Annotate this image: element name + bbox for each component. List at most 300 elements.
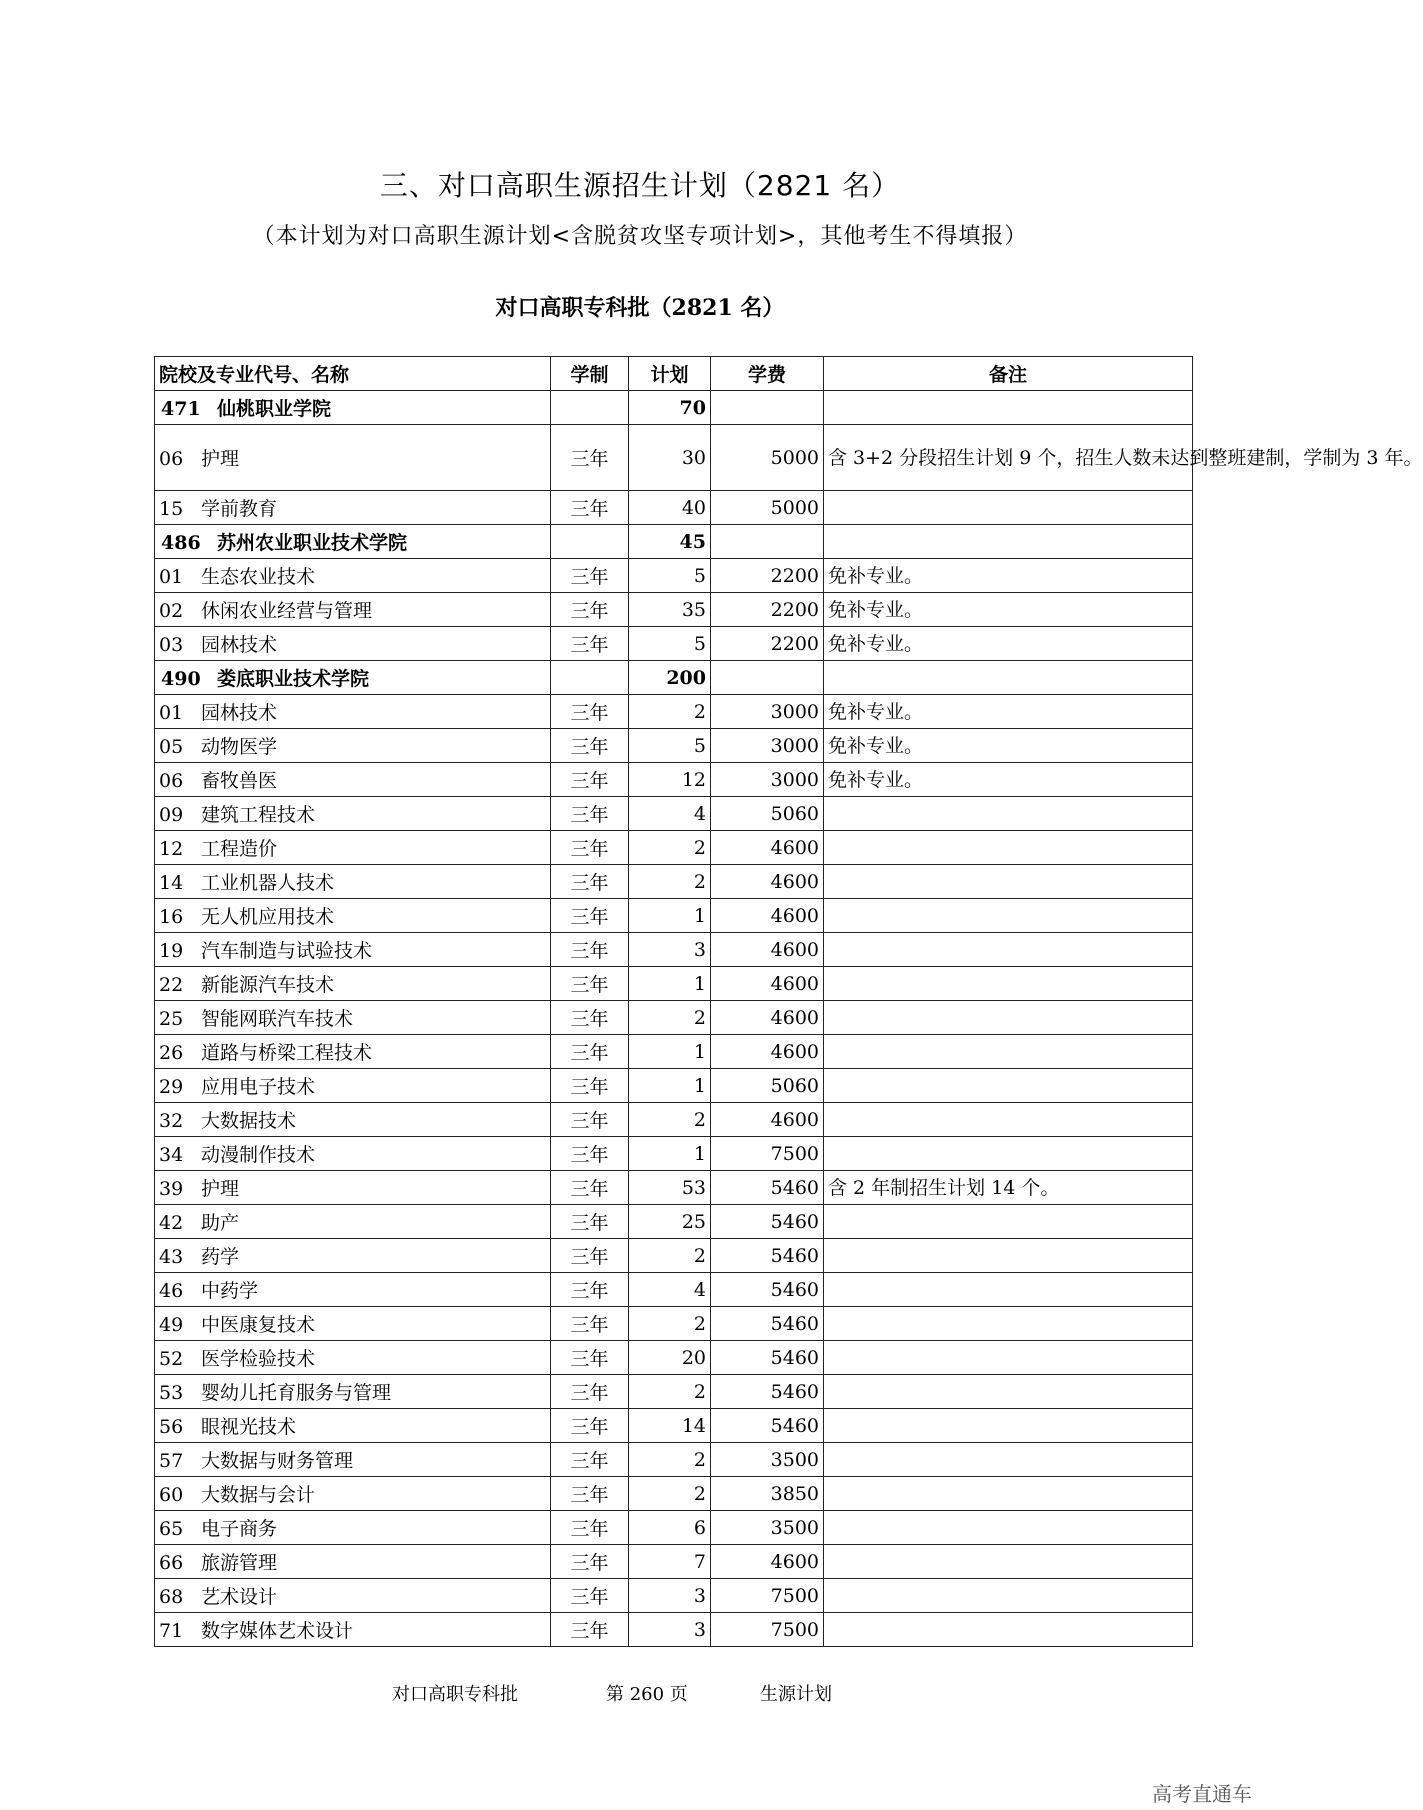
major-note-cell [824, 1239, 1193, 1273]
major-code: 25 [159, 1008, 184, 1030]
major-fee-cell: 7500 [711, 1579, 824, 1613]
major-fee-cell: 5060 [711, 797, 824, 831]
major-row [155, 797, 1193, 831]
major-length-cell: 三年 [551, 797, 629, 831]
major-plan-cell: 4 [629, 1273, 711, 1307]
major-name-cell [155, 559, 551, 593]
school-note-cell [824, 525, 1193, 559]
major-note-cell [824, 1205, 1193, 1239]
major-plan-cell: 3 [629, 1579, 711, 1613]
major-plan-cell: 5 [629, 729, 711, 763]
major-row [155, 1409, 1193, 1443]
major-code: 60 [159, 1484, 184, 1506]
school-row [155, 525, 1193, 559]
major-name-cell [155, 1409, 551, 1443]
major-row [155, 1307, 1193, 1341]
major-fee-cell: 5460 [711, 1205, 824, 1239]
major-fee-cell: 7500 [711, 1613, 824, 1647]
major-plan-cell: 3 [629, 1613, 711, 1647]
major-name: 园林技术 [201, 634, 278, 656]
major-name-cell [155, 797, 551, 831]
major-code: 39 [159, 1178, 184, 1200]
major-fee-cell: 4600 [711, 1545, 824, 1579]
major-length-cell: 三年 [551, 1511, 629, 1545]
major-fee-cell: 5000 [711, 491, 824, 525]
major-fee-cell: 2200 [711, 627, 824, 661]
major-name: 护理 [201, 1178, 240, 1200]
major-note-cell: 免补专业。 [824, 593, 1193, 627]
major-note-cell [824, 1035, 1193, 1069]
major-length-cell: 三年 [551, 1273, 629, 1307]
major-name-cell [155, 627, 551, 661]
major-name-cell [155, 1171, 551, 1205]
major-name-cell [155, 593, 551, 627]
major-fee-cell: 5460 [711, 1341, 824, 1375]
school-note-cell [824, 391, 1193, 425]
major-length-cell: 三年 [551, 1613, 629, 1647]
watermark: 高考直通车 [1152, 1782, 1252, 1806]
major-row [155, 1579, 1193, 1613]
major-plan-cell: 40 [629, 491, 711, 525]
school-length-cell [551, 391, 629, 425]
major-row [155, 1205, 1193, 1239]
major-row [155, 593, 1193, 627]
column-header-note: 备注 [824, 357, 1193, 391]
major-length-cell: 三年 [551, 1375, 629, 1409]
major-length-cell: 三年 [551, 1103, 629, 1137]
major-length-cell: 三年 [551, 1239, 629, 1273]
major-name: 园林技术 [201, 702, 278, 724]
major-fee-cell: 4600 [711, 1001, 824, 1035]
major-name-cell [155, 425, 551, 491]
major-name-cell [155, 729, 551, 763]
major-note-cell [824, 1307, 1193, 1341]
major-name-cell [155, 899, 551, 933]
major-name: 休闲农业经营与管理 [201, 600, 373, 622]
major-fee-cell: 2200 [711, 559, 824, 593]
major-name-cell [155, 1511, 551, 1545]
major-plan-cell: 30 [629, 425, 711, 491]
major-length-cell: 三年 [551, 1171, 629, 1205]
major-row [155, 1375, 1193, 1409]
table-body [155, 391, 1423, 1647]
major-name: 建筑工程技术 [201, 804, 316, 826]
major-name-cell [155, 865, 551, 899]
major-code: 01 [159, 702, 184, 724]
major-plan-cell: 5 [629, 559, 711, 593]
major-name: 大数据与财务管理 [201, 1450, 354, 1472]
major-name: 汽车制造与试验技术 [201, 940, 373, 962]
major-length-cell: 三年 [551, 1545, 629, 1579]
major-length-cell: 三年 [551, 1307, 629, 1341]
school-fee-cell [711, 661, 824, 695]
section-title: 对口高职专科批（2821 名） [495, 295, 785, 321]
major-name: 中医康复技术 [201, 1314, 316, 1336]
major-row [155, 491, 1193, 525]
major-code: 16 [159, 906, 184, 928]
major-code: 06 [159, 448, 184, 470]
school-name: 苏州农业职业技术学院 [217, 532, 408, 554]
major-row [155, 1545, 1193, 1579]
page-subtitle: （本计划为对口高职生源计划<含脱贫攻坚专项计划>，其他考生不得填报） [252, 224, 1028, 249]
major-note-cell: 免补专业。 [824, 763, 1193, 797]
major-length-cell: 三年 [551, 1341, 629, 1375]
major-note-cell [824, 1409, 1193, 1443]
major-length-cell: 三年 [551, 1579, 629, 1613]
major-name-cell [155, 1545, 551, 1579]
enrollment-plan-table [154, 356, 1423, 1647]
major-name-cell [155, 1103, 551, 1137]
major-length-cell: 三年 [551, 627, 629, 661]
major-fee-cell: 5000 [711, 425, 824, 491]
major-fee-cell: 4600 [711, 967, 824, 1001]
major-length-cell: 三年 [551, 831, 629, 865]
major-code: 46 [159, 1280, 184, 1302]
major-name-cell [155, 1069, 551, 1103]
major-name-cell [155, 1035, 551, 1069]
major-name: 新能源汽车技术 [201, 974, 335, 996]
major-name: 护理 [201, 448, 240, 470]
school-row [155, 661, 1193, 695]
major-name: 大数据技术 [201, 1110, 297, 1132]
major-fee-cell: 5460 [711, 1307, 824, 1341]
major-name: 工程造价 [201, 838, 278, 860]
major-code: 22 [159, 974, 184, 996]
major-row [155, 1171, 1193, 1205]
major-length-cell: 三年 [551, 593, 629, 627]
major-name-cell [155, 967, 551, 1001]
school-plan-cell: 45 [629, 525, 711, 559]
major-name: 智能网联汽车技术 [201, 1008, 354, 1030]
major-name: 助产 [201, 1212, 240, 1234]
footer-page-number: 第 260 页 [606, 1684, 688, 1705]
major-fee-cell: 3000 [711, 729, 824, 763]
major-name-cell [155, 1477, 551, 1511]
major-length-cell: 三年 [551, 1205, 629, 1239]
major-name: 医学检验技术 [201, 1348, 316, 1370]
major-code: 05 [159, 736, 184, 758]
major-name-cell [155, 1273, 551, 1307]
major-name: 大数据与会计 [201, 1484, 316, 1506]
major-plan-cell: 2 [629, 831, 711, 865]
school-length-cell [551, 525, 629, 559]
major-length-cell: 三年 [551, 933, 629, 967]
major-name: 畜牧兽医 [201, 770, 278, 792]
major-length-cell: 三年 [551, 1443, 629, 1477]
major-row [155, 627, 1193, 661]
school-name: 仙桃职业学院 [217, 398, 332, 420]
page-footer [0, 1680, 1280, 1706]
major-fee-cell: 4600 [711, 1103, 824, 1137]
major-fee-cell: 5060 [711, 1069, 824, 1103]
school-code: 486 [161, 532, 201, 554]
major-code: 01 [159, 566, 184, 588]
school-name-cell [155, 391, 551, 425]
major-name: 应用电子技术 [201, 1076, 316, 1098]
column-header-plan: 计划 [629, 357, 711, 391]
major-fee-cell: 3500 [711, 1511, 824, 1545]
major-note-cell [824, 1477, 1193, 1511]
major-fee-cell: 5460 [711, 1239, 824, 1273]
major-plan-cell: 2 [629, 1307, 711, 1341]
major-note-cell [824, 491, 1193, 525]
major-length-cell: 三年 [551, 1409, 629, 1443]
major-row [155, 933, 1193, 967]
major-name: 工业机器人技术 [201, 872, 335, 894]
major-name: 动物医学 [201, 736, 278, 758]
major-code: 68 [159, 1586, 184, 1608]
major-plan-cell: 1 [629, 1069, 711, 1103]
major-plan-cell: 2 [629, 865, 711, 899]
major-row [155, 1069, 1193, 1103]
major-plan-cell: 2 [629, 1375, 711, 1409]
major-name: 数字媒体艺术设计 [201, 1620, 354, 1642]
major-name: 眼视光技术 [201, 1416, 297, 1438]
major-fee-cell: 5460 [711, 1171, 824, 1205]
major-plan-cell: 7 [629, 1545, 711, 1579]
major-plan-cell: 6 [629, 1511, 711, 1545]
major-row [155, 1273, 1193, 1307]
major-name-cell [155, 1001, 551, 1035]
major-note-cell [824, 967, 1193, 1001]
major-fee-cell: 5460 [711, 1375, 824, 1409]
school-code: 490 [161, 668, 201, 690]
major-name-cell [155, 1341, 551, 1375]
major-length-cell: 三年 [551, 1477, 629, 1511]
major-fee-cell: 4600 [711, 933, 824, 967]
major-code: 65 [159, 1518, 184, 1540]
major-code: 06 [159, 770, 184, 792]
major-plan-cell: 25 [629, 1205, 711, 1239]
major-name-cell [155, 831, 551, 865]
major-name-cell [155, 763, 551, 797]
major-code: 02 [159, 600, 184, 622]
major-fee-cell: 5460 [711, 1409, 824, 1443]
major-plan-cell: 2 [629, 1239, 711, 1273]
major-fee-cell: 2200 [711, 593, 824, 627]
major-note-cell [824, 1273, 1193, 1307]
major-name-cell [155, 1375, 551, 1409]
school-length-cell [551, 661, 629, 695]
major-length-cell: 三年 [551, 425, 629, 491]
major-length-cell: 三年 [551, 559, 629, 593]
major-note-cell: 免补专业。 [824, 729, 1193, 763]
column-header-fee: 学费 [711, 357, 824, 391]
major-fee-cell: 3000 [711, 763, 824, 797]
major-note-cell: 含 2 年制招生计划 14 个。 [824, 1171, 1193, 1205]
major-plan-cell: 2 [629, 1103, 711, 1137]
major-code: 15 [159, 498, 184, 520]
major-length-cell: 三年 [551, 1035, 629, 1069]
page-title: 三、对口高职生源招生计划（2821 名） [379, 169, 901, 202]
major-name: 婴幼儿托育服务与管理 [201, 1382, 392, 1404]
school-note-cell [824, 661, 1193, 695]
major-note-cell: 免补专业。 [824, 627, 1193, 661]
major-name-cell [155, 695, 551, 729]
major-name: 电子商务 [201, 1518, 278, 1540]
major-row [155, 1511, 1193, 1545]
major-plan-cell: 1 [629, 899, 711, 933]
major-fee-cell: 4600 [711, 865, 824, 899]
major-row [155, 1477, 1193, 1511]
major-name-cell [155, 1137, 551, 1171]
major-fee-cell: 4600 [711, 831, 824, 865]
school-fee-cell [711, 391, 824, 425]
major-name-cell [155, 1613, 551, 1647]
major-length-cell: 三年 [551, 491, 629, 525]
major-plan-cell: 12 [629, 763, 711, 797]
column-header-name: 院校及专业代号、名称 [155, 357, 551, 391]
major-plan-cell: 5 [629, 627, 711, 661]
major-name: 动漫制作技术 [201, 1144, 316, 1166]
major-plan-cell: 2 [629, 1443, 711, 1477]
major-code: 66 [159, 1552, 184, 1574]
major-row [155, 695, 1193, 729]
major-row [155, 899, 1193, 933]
major-code: 57 [159, 1450, 184, 1472]
major-row [155, 1443, 1193, 1477]
major-code: 34 [159, 1144, 184, 1166]
major-row [155, 1137, 1193, 1171]
major-code: 52 [159, 1348, 184, 1370]
major-length-cell: 三年 [551, 695, 629, 729]
major-row [155, 1341, 1193, 1375]
major-length-cell: 三年 [551, 729, 629, 763]
major-name: 艺术设计 [201, 1586, 278, 1608]
major-name-cell [155, 1205, 551, 1239]
major-note-cell [824, 933, 1193, 967]
major-code: 03 [159, 634, 184, 656]
major-note-cell [824, 1613, 1193, 1647]
major-fee-cell: 3850 [711, 1477, 824, 1511]
major-note-cell [824, 1375, 1193, 1409]
major-note-cell [824, 797, 1193, 831]
major-length-cell: 三年 [551, 1137, 629, 1171]
major-name-cell [155, 1307, 551, 1341]
school-name-cell [155, 525, 551, 559]
major-code: 19 [159, 940, 184, 962]
major-name: 生态农业技术 [201, 566, 316, 588]
major-row [155, 559, 1193, 593]
major-code: 43 [159, 1246, 184, 1268]
major-note-cell [824, 1001, 1193, 1035]
major-name-cell [155, 1443, 551, 1477]
major-fee-cell: 3000 [711, 695, 824, 729]
major-row [155, 1613, 1193, 1647]
major-name-cell [155, 491, 551, 525]
major-code: 09 [159, 804, 184, 826]
major-row [155, 1239, 1193, 1273]
major-code: 26 [159, 1042, 184, 1064]
major-note-cell: 免补专业。 [824, 559, 1193, 593]
major-note-cell: 免补专业。 [824, 695, 1193, 729]
major-note-cell [824, 1545, 1193, 1579]
major-note-cell [824, 865, 1193, 899]
major-length-cell: 三年 [551, 1001, 629, 1035]
major-code: 29 [159, 1076, 184, 1098]
major-length-cell: 三年 [551, 865, 629, 899]
major-row [155, 865, 1193, 899]
major-fee-cell: 4600 [711, 899, 824, 933]
major-code: 53 [159, 1382, 184, 1404]
major-plan-cell: 53 [629, 1171, 711, 1205]
major-note-cell [824, 831, 1193, 865]
major-note-cell [824, 1579, 1193, 1613]
school-name: 娄底职业技术学院 [217, 668, 370, 690]
major-fee-cell: 7500 [711, 1137, 824, 1171]
major-plan-cell: 3 [629, 933, 711, 967]
table-header-row [155, 357, 1193, 391]
major-note-cell: 含 3+2 分段招生计划 9 个，招生人数未达到整班建制，学制为 3 年。 [824, 425, 1193, 491]
major-note-cell [824, 899, 1193, 933]
major-length-cell: 三年 [551, 1069, 629, 1103]
footer-category: 生源计划 [760, 1684, 832, 1705]
major-note-cell [824, 1341, 1193, 1375]
major-plan-cell: 1 [629, 967, 711, 1001]
major-name: 学前教育 [201, 498, 278, 520]
major-row [155, 1001, 1193, 1035]
school-row [155, 391, 1193, 425]
school-code: 471 [161, 398, 201, 420]
school-plan-cell: 200 [629, 661, 711, 695]
major-name: 旅游管理 [201, 1552, 278, 1574]
major-plan-cell: 1 [629, 1137, 711, 1171]
major-length-cell: 三年 [551, 763, 629, 797]
major-name: 中药学 [201, 1280, 259, 1302]
school-plan-cell: 70 [629, 391, 711, 425]
major-code: 49 [159, 1314, 184, 1336]
major-name: 无人机应用技术 [201, 906, 335, 928]
major-name: 道路与桥梁工程技术 [201, 1042, 373, 1064]
major-note-cell [824, 1069, 1193, 1103]
major-plan-cell: 20 [629, 1341, 711, 1375]
major-note-cell [824, 1511, 1193, 1545]
column-header-length: 学制 [551, 357, 629, 391]
major-plan-cell: 2 [629, 1001, 711, 1035]
major-name-cell [155, 933, 551, 967]
major-row [155, 763, 1193, 797]
major-code: 14 [159, 872, 184, 894]
major-code: 42 [159, 1212, 184, 1234]
major-name-cell [155, 1579, 551, 1613]
major-row [155, 1103, 1193, 1137]
major-row [155, 831, 1193, 865]
major-row [155, 1035, 1193, 1069]
major-fee-cell: 4600 [711, 1035, 824, 1069]
major-row [155, 729, 1193, 763]
major-note-cell [824, 1443, 1193, 1477]
major-code: 12 [159, 838, 184, 860]
footer-batch: 对口高职专科批 [392, 1684, 518, 1705]
major-code: 32 [159, 1110, 184, 1132]
major-code: 71 [159, 1620, 184, 1642]
major-row [155, 967, 1193, 1001]
major-code: 56 [159, 1416, 184, 1438]
major-name: 药学 [201, 1246, 240, 1268]
major-length-cell: 三年 [551, 899, 629, 933]
major-plan-cell: 14 [629, 1409, 711, 1443]
major-fee-cell: 3500 [711, 1443, 824, 1477]
major-fee-cell: 5460 [711, 1273, 824, 1307]
major-plan-cell: 1 [629, 1035, 711, 1069]
major-plan-cell: 35 [629, 593, 711, 627]
major-note-cell [824, 1137, 1193, 1171]
major-note-cell [824, 1103, 1193, 1137]
major-plan-cell: 2 [629, 1477, 711, 1511]
school-fee-cell [711, 525, 824, 559]
major-name-cell [155, 1239, 551, 1273]
major-plan-cell: 2 [629, 695, 711, 729]
